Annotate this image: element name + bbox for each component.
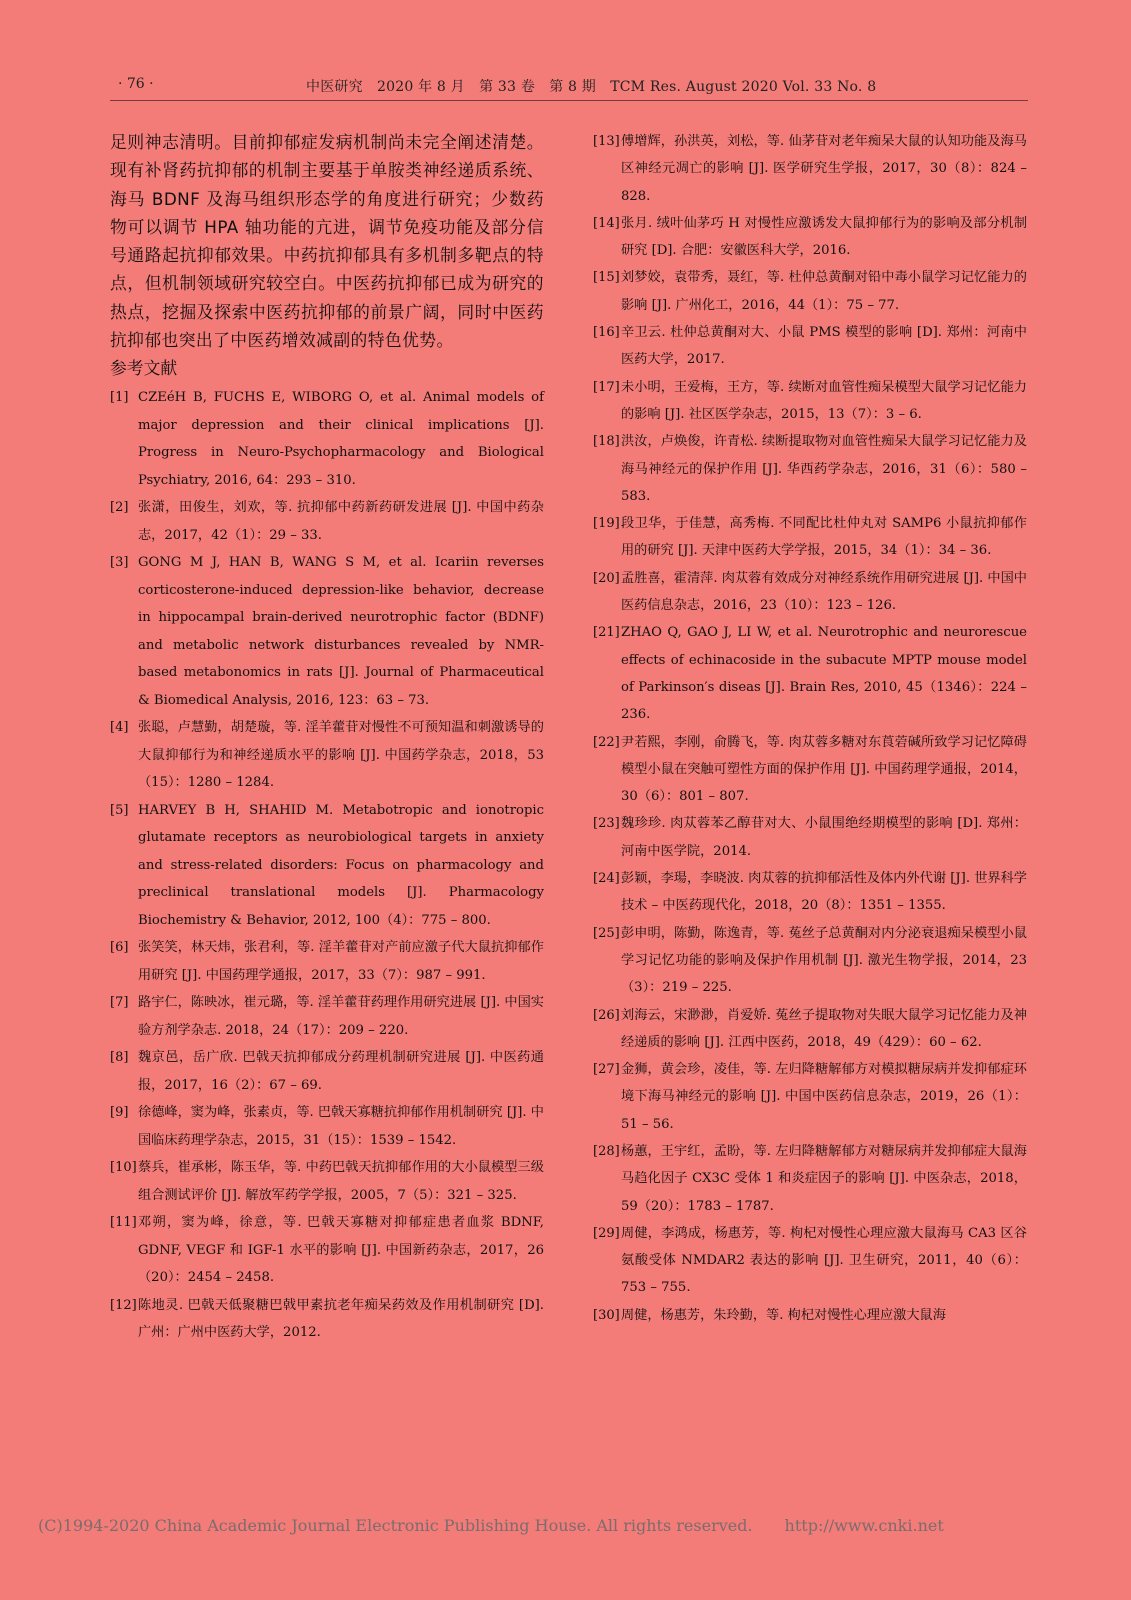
reference-number: [15] <box>593 270 620 286</box>
reference-item <box>593 1220 1027 1302</box>
reference-text: 魏京邑，岳广欣. 巴戟天抗抑郁成分药理机制研究进展 [J]. 中医药通报，2017，16（2）：67 – 69. <box>138 1050 544 1093</box>
reference-text: 刘海云，宋渺渺，肖爱娇. 菟丝子提取物对失眠大鼠学习记忆能力及神经递质的影响 [J]. 江西中医药，2018，49（429）：60 – 62. <box>621 1007 1027 1050</box>
reference-number: [19] <box>593 516 620 532</box>
reference-text: 邓朔，窦为峰，徐意，等. 巴戟天寡糖对抑郁症患者血浆 BDNF, GDNF, VEGF 和 IGF-1 水平的影响 [J]. 中国新药杂志，2017，26（20）：2454 – 2458. <box>138 1215 544 1286</box>
reference-item <box>593 1138 1027 1220</box>
reference-item <box>593 565 1027 620</box>
reference-number: [27] <box>593 1062 620 1078</box>
reference-text: ZHAO Q, GAO J, LI W, et al. Neurotrophic and neurorescue effects of echinacoside in the subacute MPTP mouse model of Parkinson′s diseas [J]. Brain Res, 2010, 45（1346）：224 – 236. <box>621 625 1027 723</box>
reference-item <box>110 494 544 549</box>
journal-line: 中医研究 2020 年 8 月 第 33 卷 第 8 期 TCM Res. August 2020 Vol. 33 No. 8 <box>306 79 877 95</box>
reference-number: [6] <box>110 940 129 956</box>
reference-number: [11] <box>110 1215 137 1231</box>
reference-number: [13] <box>593 134 620 149</box>
reference-text: 尹若熙，李刚，俞腾飞，等. 肉苁蓉多糖对东莨菪碱所致学习记忆障碍模型小鼠在突触可塑性方面的保护作用 [J]. 中国药理学通报，2014，30（6）：801 – 807. <box>621 734 1027 805</box>
reference-number: [28] <box>593 1143 620 1159</box>
reference-item <box>110 989 544 1044</box>
references-title: 参考文献 <box>110 358 178 379</box>
reference-item <box>593 920 1027 1002</box>
reference-text: 蔡兵，崔承彬，陈玉华，等. 中药巴戟天抗抑郁作用的大小鼠模型三级组合测试评价 [J]. 解放军药学学报，2005，7（5）：321 – 325. <box>138 1160 544 1203</box>
reference-item <box>110 549 544 714</box>
reference-number: [4] <box>110 720 129 736</box>
reference-item <box>593 729 1027 811</box>
right-column <box>593 128 1027 1329</box>
reference-text: 未小明，王爱梅，王方，等. 续断对血管性痴呆模型大鼠学习记忆能力的影响 [J]. 社区医学杂志，2015，13（7）：3 – 6. <box>621 379 1027 422</box>
reference-text: 路宇仁，陈映冰，崔元璐，等. 淫羊藿苷药理作用研究进展 [J]. 中国实验方剂学杂志. 2018，24（17）：209 – 220. <box>138 995 544 1038</box>
reference-number: [5] <box>110 802 129 818</box>
reference-text: 孟胜喜，霍清萍. 肉苁蓉有效成分对神经系统作用研究进展 [J]. 中国中医药信息杂志，2016，23（10）：123 – 126. <box>621 570 1027 614</box>
reference-text: 张潇，田俊生，刘欢，等. 抗抑郁中药新药研发进展 [J]. 中国中药杂志，2017，42（1）：29 – 33. <box>138 500 544 543</box>
reference-item <box>110 1209 544 1292</box>
reference-number: [7] <box>110 995 129 1011</box>
body-paragraph: 足则神志清明。目前抑郁症发病机制尚未完全阐述清楚。现有补肾药抗抑郁的机制主要基于单胺类神经递质系统、海马 BDNF 及海马组织形态学的角度进行研究；少数药物可以调节 HPA 轴功能的亢进，调节免疫功能及部分信号通路起抗抑郁效果。中药抗抑郁具有多机制多靶点的特点，但机制领域研究较空白。中医药抗抑郁已成为研究的热点，挖掘及探索中医药抗抑郁的前景广阔，同时中医药抗抑郁也突出了中医药增效减副的特色优势。 <box>110 132 544 351</box>
reference-item <box>593 374 1027 429</box>
reference-number: [9] <box>110 1105 129 1121</box>
running-header <box>110 74 1028 101</box>
reference-text: 段卫华，于佳慧，高秀梅. 不同配比杜仲丸对 SAMP6 小鼠抗抑郁作用的研究 [J]. 天津中医药大学学报，2015，34（1）：34 – 36. <box>621 516 1027 559</box>
reference-number: [12] <box>110 1297 137 1313</box>
reference-number: [21] <box>593 625 620 641</box>
reference-number: [25] <box>593 925 620 941</box>
reference-item <box>593 865 1027 920</box>
reference-item <box>110 384 544 494</box>
reference-number: [1] <box>110 390 129 406</box>
reference-text: 洪汝，卢焕俊，许青松. 续断提取物对血管性痴呆大鼠学习记忆能力及海马神经元的保护作用 [J]. 华西药学杂志，2016，31（6）：580 – 583. <box>621 434 1027 504</box>
reference-text: 张聪，卢慧勤，胡楚璇，等. 淫羊藿苷对慢性不可预知温和刺激诱导的大鼠抑郁行为和神经递质水平的影响 [J]. 中国药学杂志，2018，53（15）：1280 – 1284. <box>138 720 544 791</box>
reference-number: [20] <box>593 570 620 586</box>
reference-text: 魏珍珍. 肉苁蓉苯乙醇苷对大、小鼠围绝经期模型的影响 [D]. 郑州：河南中医学院，2014. <box>621 816 1027 859</box>
reference-item <box>110 714 544 797</box>
reference-text: 周健，杨惠芳，朱玲勤，等. 枸杞对慢性心理应激大鼠海 <box>621 1307 946 1323</box>
reference-item <box>110 1099 544 1154</box>
reference-item <box>593 510 1027 565</box>
reference-item <box>110 1044 544 1099</box>
reference-item <box>593 1002 1027 1057</box>
reference-item <box>593 810 1027 865</box>
reference-text: 彭颖，李瑒，李晓波. 肉苁蓉的抗抑郁活性及体内外代谢 [J]. 世界科学技术 – 中医药现代化，2018，20（8）：1351 – 1355. <box>621 871 1027 914</box>
reference-item <box>110 1292 544 1347</box>
page-number: · 76 · <box>118 76 154 92</box>
reference-text: 张月. 绒叶仙茅巧 H 对慢性应激诱发大鼠抑郁行为的影响及部分机制研究 [D]. 合肥：安徽医科大学，2016. <box>621 215 1027 259</box>
reference-text: CZEéH B, FUCHS E, WIBORG O, et al. Animal models of major depression and their clinical implications [J]. Progress in Neuro-Psychopharmacology and Biological Psychiatry, 2016, 64：293 – 310. <box>138 390 544 488</box>
reference-item <box>593 1302 1027 1329</box>
reference-text: 陈地灵. 巴戟天低聚糖巴戟甲素抗老年痴呆药效及作用机制研究 [D]. 广州：广州中医药大学，2012. <box>138 1297 544 1341</box>
reference-text: 徐德峰，窦为峰，张素贞，等. 巴戟天寡糖抗抑郁作用机制研究 [J]. 中国临床药理学杂志，2015，31（15）：1539 – 1542. <box>138 1105 544 1148</box>
reference-text: 辛卫云. 杜仲总黄酮对大、小鼠 PMS 模型的影响 [D]. 郑州：河南中医药大学，2017. <box>621 325 1027 368</box>
reference-number: [29] <box>593 1225 620 1241</box>
reference-item <box>110 797 544 935</box>
reference-number: [10] <box>110 1160 137 1176</box>
reference-number: [14] <box>593 215 620 231</box>
reference-item <box>593 264 1027 319</box>
reference-number: [23] <box>593 816 620 832</box>
reference-item <box>593 428 1027 510</box>
reference-number: [26] <box>593 1007 620 1023</box>
reference-item <box>593 128 1027 210</box>
reference-text: 金狮，黄会珍，凌佳，等. 左归降糖解郁方对模拟糖尿病并发抑郁症环境下海马神经元的影响 [J]. 中国中医药信息杂志，2019，26（1）：51 – 56. <box>621 1062 1027 1132</box>
reference-number: [22] <box>593 734 620 750</box>
references-list-right <box>593 128 1027 1329</box>
copyright-footer: (C)1994-2020 China Academic Journal Electronic Publishing House. All rights reserved. http://www.cnki.net <box>38 1516 944 1535</box>
reference-text: 刘梦姣，袁带秀，聂红，等. 杜仲总黄酮对铅中毒小鼠学习记忆能力的影响 [J]. 广州化工，2016，44（1）：75 – 77. <box>621 270 1027 313</box>
reference-text: HARVEY B H, SHAHID M. Metabotropic and ionotropic glutamate receptors as neurobiological targets in anxiety and stress-related disorders: Focus on pharmacology and preclinical translational models [J]. Pharmacology Biochemistry & Behavior, 2012, 100（4）：775 – 800. <box>138 802 544 928</box>
reference-number: [3] <box>110 555 129 571</box>
reference-item <box>593 1056 1027 1138</box>
reference-text: GONG M J, HAN B, WANG S M, et al. Icariin reverses corticosterone-induced depression-like behavior, decrease in hippocampal brain-derived neurotrophic factor (BDNF) and metabolic network disturbances revealed by NMR-based metabonomics in rats [J]. Journal of Pharmaceutical & Biomedical Analysis, 2016, 123：63 – 73. <box>138 555 544 708</box>
reference-item <box>110 1154 544 1209</box>
reference-number: [24] <box>593 871 620 887</box>
references-list-left <box>110 384 544 1347</box>
reference-item <box>110 934 544 989</box>
reference-text: 张笑笑，林天炜，张君利，等. 淫羊藿苷对产前应激子代大鼠抗抑郁作用研究 [J]. 中国药理学通报，2017，33（7）：987 – 991. <box>138 940 544 983</box>
reference-number: [16] <box>593 325 620 341</box>
reference-item <box>593 319 1027 374</box>
reference-number: [17] <box>593 379 620 395</box>
reference-text: 杨蕙，王宇红，孟盼，等. 左归降糖解郁方对糖尿病并发抑郁症大鼠海马趋化因子 CX3C 受体 1 和炎症因子的影响 [J]. 中医杂志，2018，59（20）：1783 – 1787. <box>621 1143 1027 1214</box>
reference-number: [18] <box>593 434 620 450</box>
reference-text: 周健，李鸿成，杨惠芳，等. 枸杞对慢性心理应激大鼠海马 CA3 区谷氨酸受体 NMDAR2 表达的影响 [J]. 卫生研究，2011，40（6）：753 – 755. <box>621 1225 1027 1296</box>
reference-number: [8] <box>110 1050 129 1066</box>
left-column <box>110 128 544 1347</box>
reference-number: [30] <box>593 1307 620 1323</box>
reference-text: 彭申明，陈勤，陈逸青，等. 菟丝子总黄酮对内分泌衰退痴呆模型小鼠学习记忆功能的影响及保护作用机制 [J]. 激光生物学报，2014，23（3）：219 – 225. <box>621 925 1027 996</box>
reference-text: 傅增辉，孙洪英，刘松，等. 仙茅苷对老年痴呆大鼠的认知功能及海马区神经元凋亡的影响 [J]. 医学研究生学报，2017，30（8）：824 – 828. <box>621 134 1027 204</box>
reference-item <box>593 619 1027 728</box>
reference-item <box>593 210 1027 265</box>
reference-number: [2] <box>110 500 129 516</box>
